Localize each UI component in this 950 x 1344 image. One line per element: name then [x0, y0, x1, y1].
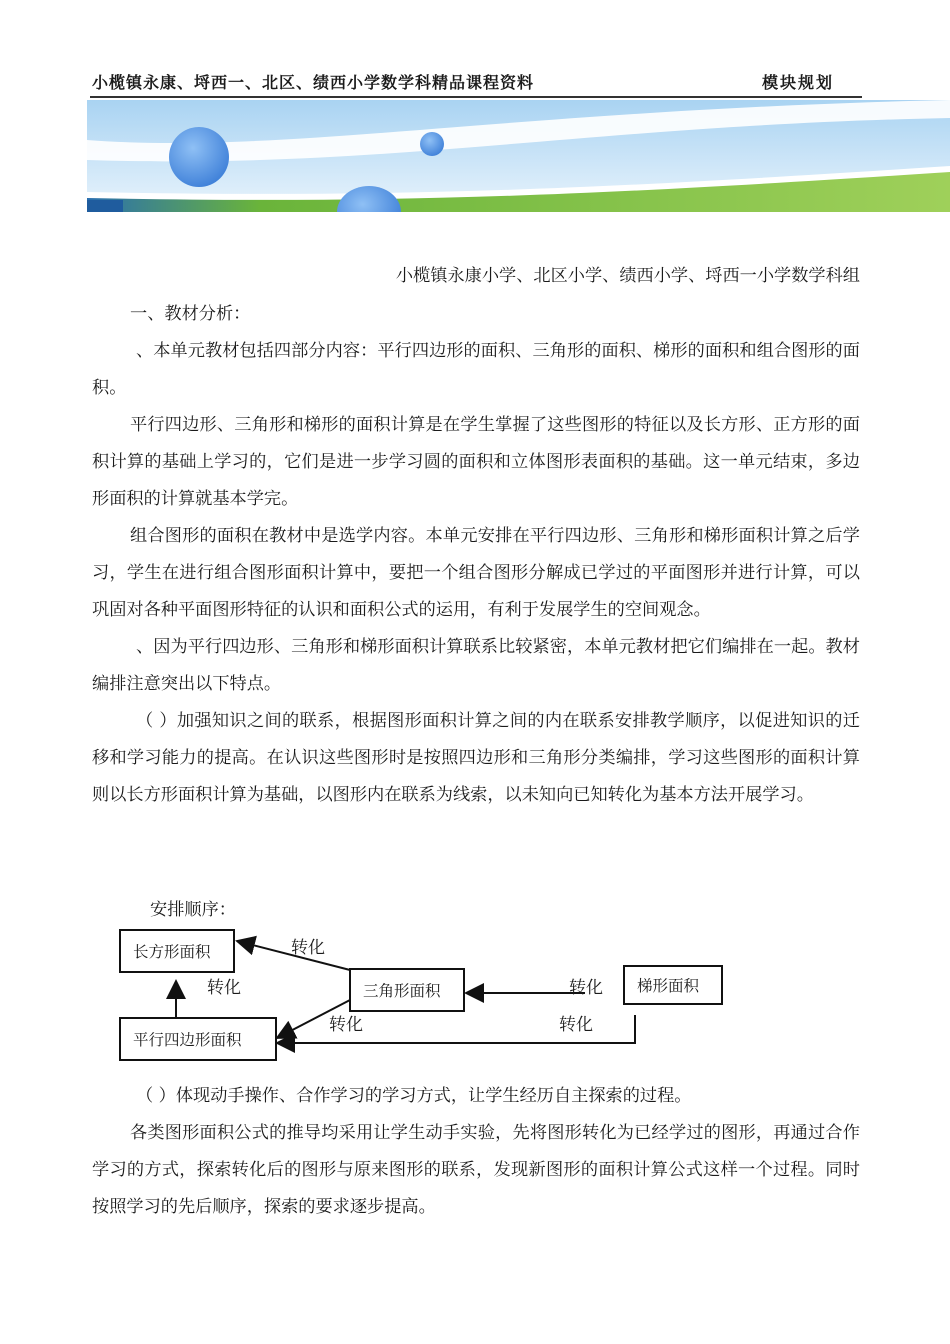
header-module-title: 模块规划	[762, 73, 835, 92]
paragraph: 平行四边形、三角形和梯形的面积计算是在学生掌握了这些图形的特征以及长方形、正方形的面积计算的基础上学习的，它们是进一步学习圆的面积和立体图形表面积的基础。这一单元结束，多边形面积的计算就基本学完。	[92, 415, 860, 509]
label-convert: 转化	[559, 1015, 593, 1035]
content-block-2	[92, 1078, 860, 1226]
label-convert: 转化	[207, 978, 241, 998]
paragraph: （ ）加强知识之间的联系，根据图形面积计算之间的内在联系安排教学顺序，以促进知识的迁移和学习能力的提高。在认识这些图形时是按照四边形和三角形分类编排，学习这些图形的面积计算则以长方形面积计算为基础，以图形内在联系为线索，以未知向已知转化为基本方法开展学习。	[92, 711, 860, 805]
paragraph: 、本单元教材包括四部分内容：平行四边形的面积、三角形的面积、梯形的面积和组合图形的面积。	[92, 341, 860, 398]
section-title: 一、教材分析：	[130, 304, 251, 324]
decorative-banner	[87, 100, 950, 212]
paragraph: （ ）体现动手操作、合作学习的学习方式，让学生经历自主探索的过程。	[136, 1086, 692, 1106]
order-label: 安排顺序：	[150, 900, 236, 920]
box-trapezoid-area: 梯形面积	[623, 965, 723, 1005]
label-convert: 转化	[291, 938, 325, 958]
box-rect-area: 长方形面积	[119, 929, 235, 973]
paragraph: 、因为平行四边形、三角形和梯形面积计算联系比较紧密，本单元教材把它们编排在一起。教材编排注意突出以下特点。	[92, 637, 860, 694]
box-parallelogram-area: 平行四边形面积	[119, 1017, 277, 1061]
blue-ball-icon	[169, 127, 229, 187]
header-course-title: 小榄镇永康、埒西一、北区、绩西小学数学科精品课程资料	[92, 73, 535, 92]
paragraph: 各类图形面积公式的推导均采用让学生动手实验，先将图形转化为已经学过的图形，再通过合作学习的方式，探索转化后的图形与原来图形的联系，发现新图形的面积计算公式这样一个过程。同时按照学习的先后顺序，探索的要求逐步提高。	[92, 1123, 860, 1217]
label-convert: 转化	[329, 1015, 363, 1035]
paragraph: 组合图形的面积在教材中是选学内容。本单元安排在平行四边形、三角形和梯形面积计算之后学习，学生在进行组合图形面积计算中，要把一个组合图形分解成已学过的平面图形并进行计算，可以巩固对各种平面图形特征的认识和面积公式的运用，有利于发展学生的空间观念。	[92, 526, 860, 620]
author-line: 小榄镇永康小学、北区小学、绩西小学、埒西一小学数学科组	[395, 266, 860, 286]
box-triangle-area: 三角形面积	[349, 968, 465, 1012]
conversion-flow-diagram	[115, 925, 735, 1065]
content-block-1	[92, 296, 860, 814]
label-convert: 转化	[569, 978, 603, 998]
header-divider	[90, 96, 862, 98]
